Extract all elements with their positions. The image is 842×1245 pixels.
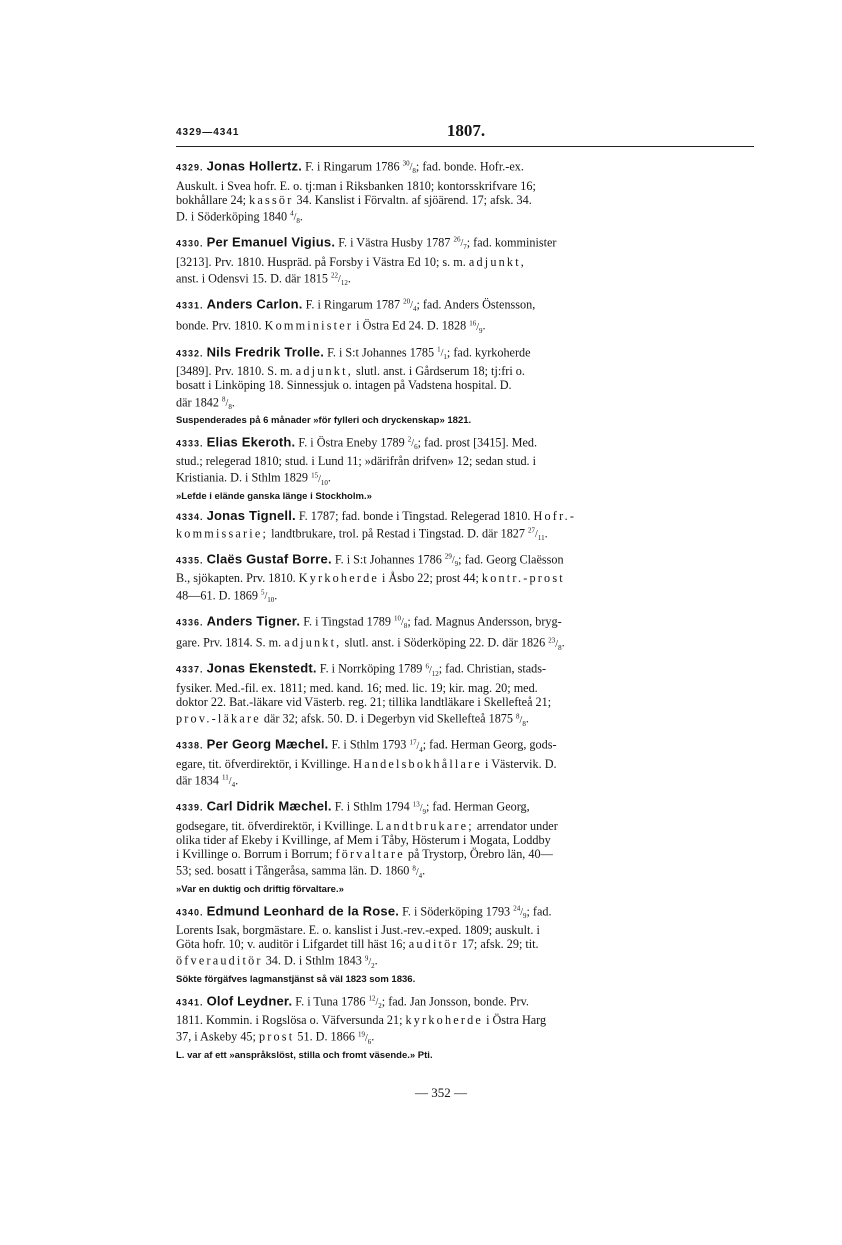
entry-text: anst. i Odensvi 15. D. där 1815 [176,271,332,286]
entry-text: ; fad. bonde. Hofr.-ex. [415,159,524,174]
person-name: Carl Didrik Mæchel. [206,798,332,814]
entry-note: »Lefde i elände ganska länge i Stockholm.» [176,490,372,502]
entry-line [176,179,754,193]
biography-entry [176,612,754,655]
entry-note: »Var en duktig och driftig förvaltare.» [176,883,344,895]
person-name: Per Emanuel Vigius. [206,234,336,250]
entry-text: doktor 22. Bat.-läkare vid Västerb. reg. 21; tillika landtläkare i Skellefteå 21; [176,695,552,710]
spaced-title: auditör [408,937,459,952]
person-name: Per Georg Mæchel. [206,736,329,752]
entry-note: Sökte förgäfves lagmanstjänst så väl 1823 som 1836. [176,974,416,985]
fraction-slash: / [293,212,297,224]
entry-line [176,937,754,951]
entry-text: . [482,318,486,333]
date-fraction [222,774,236,790]
fraction-day: 19 [357,1030,365,1039]
entry-text: bokhållare 24; [176,192,250,207]
fraction-slash: / [555,638,559,650]
entry-number: 4331. [176,300,204,311]
entry-text: godsegare, tit. öfverdirektör, i Kvillinge. [176,818,377,833]
spaced-title: Kyrkoherde [298,571,379,586]
biography-entry [176,433,754,504]
entry-text: . [299,209,303,224]
entry-text: . [422,863,426,878]
fraction-month: 8 [522,719,526,728]
entry-number: 4329. [176,162,204,173]
fraction-day: 2 [407,435,412,444]
entry-text: Göta hofr. 10; v. auditör i Lifgardet till häst 16; [176,937,409,952]
date-fraction [548,636,562,652]
entry-text: 51. D. 1866 [294,1029,358,1044]
date-fraction [412,800,426,816]
fraction-slash: / [410,300,413,312]
fraction-month: 9 [422,807,426,816]
fraction-slash: / [375,996,379,1008]
entry-text: . [235,773,239,788]
person-name: Anders Tigner. [206,613,301,629]
fraction-month: 8 [296,217,300,226]
fraction-month: 8 [228,402,232,411]
entry-line [176,233,754,255]
entry-text: i Östra Harg [483,1013,547,1028]
entry-text: landtbrukare, trol. på Restad i Tingstad. D. där 1827 [268,526,529,541]
entry-text: . [327,470,331,485]
entry-text: Lorents Isak, borgmästare. E. o. kanslist i Just.-rev.-exped. 1809; auskult. i [176,923,540,938]
entry-text: ; fad. prost [3415]. Med. [417,434,538,449]
fraction-month: 2 [378,1001,382,1010]
fraction-month: 11 [537,534,545,543]
entry-line [176,659,754,681]
fraction-day: 8 [222,395,226,404]
entry-text: . [371,1029,375,1044]
entry-line [176,393,754,415]
entry-text: 1811. Kommin. i Rogslösa o. Väfversunda 21; [176,1013,406,1028]
fraction-slash: / [368,956,372,968]
fraction-day: 20 [403,297,411,306]
entry-line [176,735,754,757]
entry-line [176,992,754,1014]
fraction-day: 24 [513,904,521,913]
spaced-title: prost [258,1029,295,1044]
entry-text: . [231,394,235,409]
entry-text: . [274,587,278,602]
entry-text: [3213]. Prv. 1810. Huspräd. på Forsby i Västra Ed 10; s. m. [176,254,469,269]
biography-entry [176,509,754,546]
date-fraction [290,209,300,226]
fraction-month: 4 [418,871,423,880]
fraction-day: 23 [548,636,556,645]
fraction-day: 11 [222,774,229,783]
entry-text: ; fad. Anders Östensson, [416,297,536,312]
date-fraction [407,435,418,451]
entry-text: . [525,711,529,726]
fraction-day: 9 [364,954,369,963]
entry-line [176,433,754,455]
page-year: 1807. [446,121,486,140]
entry-text: . [561,635,565,650]
biography-entry [176,735,754,792]
fraction-slash: / [428,664,432,676]
entry-line [176,847,754,861]
date-fraction [260,588,275,604]
biography-entry [176,157,754,228]
entry-line [176,269,754,291]
entry-line [176,1013,754,1027]
person-name: Jonas Hollertz. [206,158,303,174]
spaced-title: kontr.-prost [481,571,565,586]
spaced-title: öfverauditör [176,953,263,968]
fraction-month: 12 [340,279,348,288]
fraction-slash: / [476,321,480,333]
entry-number: 4333. [176,437,204,448]
entry-text: Auskult. i Svea hofr. E. o. tj:man i Riksbanken 1810; kontorsskrifvare 16; [176,178,536,193]
entry-text: F. i S:t Johannes 1785 [327,344,438,359]
entry-line [176,771,754,793]
entry-text: i Åsbo 22; prost 44; [379,571,482,586]
person-name: Jonas Ekenstedt. [206,660,317,676]
entry-text: slutl. anst. i Söderköping 22. D. där 1826 [341,635,549,650]
spaced-title: Landtbrukare; [376,818,474,833]
entry-text: arrendator under [473,818,558,833]
fraction-day: 4 [290,209,294,218]
fraction-slash: / [519,714,523,726]
entry-number: 4340. [176,906,204,917]
fraction-month: 10 [320,478,328,487]
entry-text: där 1842 [176,394,223,409]
entry-number: 4330. [176,238,204,249]
entry-line [176,509,754,524]
entry-note: L. var af ett »anspråkslöst, stilla och fromt väsende.» Pti. [176,1049,433,1061]
entry-text: i Östra Ed 24. D. 1828 [353,318,470,333]
date-fraction [409,738,423,754]
date-fraction [357,1030,372,1046]
entry-text: . [374,953,378,968]
date-fraction [222,395,232,411]
fraction-slash: / [225,397,229,409]
entry-text: ; fad. komminister [466,235,557,250]
biography-entry [176,902,754,987]
date-fraction [331,271,348,288]
spaced-title: prov.-läkare [176,711,261,726]
fraction-slash: / [318,473,321,485]
fraction-month: 1 [443,352,447,361]
fraction-day: 13 [412,800,420,809]
page-header [176,121,752,147]
biography-entry [176,233,754,290]
entry-number: 4332. [176,347,204,358]
entry-text: B., sjökapten. Prv. 1810. [176,571,299,586]
entry-text: slutl. anst. i Gårdserum 18; tj:fri o. [352,364,525,379]
entry-text: Kristiania. D. i Sthlm 1829 [176,470,312,485]
entry-number: 4336. [176,617,204,628]
entry-text: stud.; relegerad 1810; stud. i Lund 11; »därifrån drifven» 12; sedan stud. i [176,454,537,469]
entry-note: Suspenderades på 6 månader »för fylleri och dryckenskap» 1821. [176,415,472,427]
date-fraction [528,526,545,543]
spaced-title: kyrkoherde [405,1013,484,1028]
entry-text: 48—61. D. 1869 [176,587,261,602]
fraction-slash: / [401,617,404,629]
person-name: Claës Gustaf Borre. [206,551,332,567]
date-fraction [516,712,526,728]
entry-line [176,612,754,634]
biography-entry [176,295,754,338]
entry-text: ; fad. Georg Claësson [458,552,564,567]
entry-line [176,861,754,883]
entry-text: F. i Östra Eneby 1789 [298,434,408,449]
entry-text: bonde. Prv. 1810. [176,318,265,333]
fraction-day: 12 [368,994,376,1003]
entry-range: 4329—4341 [176,127,240,138]
entry-text: F. i Tingstad 1789 [303,614,395,629]
fraction-slash: / [451,555,455,567]
entry-text: i Kvillinge o. Borrum i Borrum; [176,847,336,862]
fraction-day: 27 [528,526,536,535]
entry-list [176,157,754,1067]
person-name: Edmund Leonhard de la Rose. [206,902,400,918]
fraction-day: 29 [444,552,452,561]
date-fraction [311,471,328,487]
fraction-day: 16 [469,319,477,328]
entry-line [176,695,754,709]
entry-text: [3489]. Prv. 1810. S. m. [176,364,296,379]
entry-line [176,157,754,179]
spaced-title: kassör [249,192,294,207]
fraction-month: 9 [454,560,459,569]
fraction-slash: / [415,866,419,878]
entry-text: F. i Sthlm 1793 [331,737,410,752]
person-name: Olof Leydner. [206,992,293,1008]
entry-text: 53; sed. bosatt i Tångeråsa, samma län. D. 1860 [176,863,413,878]
entry-text: . [347,271,351,286]
entry-line [176,951,754,973]
entry-text: bosatt i Linköping 18. Sinnessjuk o. intagen på Vadstena hospital. D. [176,378,512,393]
biography-entry [176,992,754,1063]
fraction-month: 6 [367,1037,372,1046]
entry-line [176,343,754,365]
entry-text: ; fad. kyrkoherde [446,344,531,359]
entry-text: F. i Ringarum 1786 [305,159,403,174]
entry-number: 4335. [176,555,204,566]
fraction-month: 12 [431,669,439,678]
fraction-month: 8 [403,622,408,631]
entry-line [176,681,754,695]
fraction-month: 6 [414,442,418,451]
biography-entry [176,659,754,730]
entry-text: egare, tit. öfverdirektör, i Kvillinge. [176,756,354,771]
entry-number: 4337. [176,664,204,675]
page-number: — 352 — [415,1085,467,1100]
entry-text: där 1834 [176,773,223,788]
fraction-slash: / [416,740,420,752]
header-rule [176,146,754,147]
entry-text: ; fad. Jan Jonsson, bonde. Prv. [381,993,529,1008]
fraction-month: 10 [267,595,275,604]
spaced-title: förvaltare [335,847,405,862]
date-fraction [444,552,459,569]
entry-text: 34. Kanslist i Förvaltn. af sjöärend. 17; afsk. 34. [293,192,532,207]
entry-text: F. 1787; fad. bonde i Tingstad. Relegerad 1810. [298,508,534,523]
entry-line [176,833,754,847]
entry-line [176,633,754,655]
entry-text: D. i Söderköping 1840 [176,209,291,224]
entry-number: 4339. [176,802,204,813]
date-fraction [394,614,408,631]
entry-text: fysiker. Med.-fil. ex. 1811; med. kand. 16; med. lic. 19; kir. mag. 20; med. [176,680,538,695]
fraction-slash: / [338,274,341,286]
fraction-day: 1 [437,345,441,354]
entry-text: ; fad. Herman Georg, gods- [422,737,557,752]
date-fraction [453,236,467,252]
entry-line [176,364,754,378]
entry-line [176,193,754,207]
entry-line [176,316,754,338]
date-fraction [368,994,382,1010]
entry-text: i Västervik. D. [481,756,557,771]
person-name: Elias Ekeroth. [206,433,296,449]
fraction-day: 22 [331,271,339,280]
fraction-month: 8 [558,643,562,652]
fraction-slash: / [364,1032,368,1044]
entry-text: ; fad. Herman Georg, [426,799,530,814]
biography-entry [176,550,754,607]
fraction-day: 30 [402,160,410,168]
fraction-day: 15 [311,471,319,480]
fraction-day: 6 [425,662,429,671]
spaced-title: Komminister [264,318,354,333]
spaced-title: Handelsbokhållare [353,756,482,771]
spaced-title: adjunkt, [295,364,353,379]
entry-line [176,207,754,229]
entry-line [176,1027,754,1049]
fraction-month: 7 [463,243,467,252]
entry-text: på Trystorp, Örebro län, 40— [404,847,553,862]
date-fraction [513,904,527,920]
fraction-month: 9 [479,326,483,335]
entry-text: ; fad. Christian, stads- [438,661,547,676]
fraction-slash: / [411,437,415,449]
entry-line [176,378,754,392]
date-fraction [364,954,375,970]
entry-line [176,923,754,937]
person-name: Anders Carlon. [206,296,303,312]
entry-text: . [544,526,548,541]
fraction-day: 5 [260,588,265,597]
fraction-month: 4 [412,305,417,314]
entry-line [176,797,754,819]
entry-text: olika tider af Ekeby i Kvillinge, af Mem i Tåby, Hösterum i Mogata, Loddby [176,833,551,847]
fraction-slash: / [228,776,232,788]
entry-line [176,819,754,833]
entry-text: F. i Västra Husby 1787 [338,235,454,250]
entry-text: 37, i Askeby 45; [176,1029,259,1044]
fraction-day: 17 [409,738,417,747]
fraction-slash: / [419,802,423,814]
fraction-day: 10 [394,614,402,623]
spaced-title: adjunkt, [284,635,342,650]
entry-text: där 32; afsk. 50. D. i Degerbyn vid Skellefteå 1875 [260,711,517,726]
fraction-month: 4 [419,745,423,754]
fraction-slash: / [409,162,413,174]
date-fraction [412,864,423,880]
entry-line [176,295,754,317]
fraction-day: 8 [412,864,416,873]
entry-line [176,709,754,731]
entry-line [176,454,754,468]
date-fraction [425,662,439,678]
date-fraction [437,345,447,361]
entry-text: 17; afsk. 29; tit. [458,937,539,952]
entry-text: ; fad. Magnus Andersson, bryg- [407,614,562,629]
person-name: Nils Fredrik Trolle. [206,343,325,359]
fraction-slash: / [264,590,268,602]
spaced-title: adjunkt, [468,254,527,269]
entry-line [176,571,754,585]
entry-line [176,757,754,771]
date-fraction [469,319,483,335]
fraction-slash: / [520,906,523,918]
entry-line [176,255,754,269]
spaced-title: kommissarie; [176,526,269,541]
fraction-month: 2 [371,961,375,970]
fraction-slash: / [460,238,464,250]
fraction-slash: / [440,347,444,359]
entry-text: F. i Söderköping 1793 [402,903,514,918]
entry-text: F. i S:t Johannes 1786 [334,552,445,567]
biography-entry [176,343,754,428]
fraction-slash: / [535,529,538,541]
date-fraction [402,160,416,176]
entry-number: 4334. [176,511,204,522]
entry-text: gare. Prv. 1814. S. m. [176,635,285,650]
date-fraction [403,297,417,314]
entry-line [176,468,754,490]
entry-text: F. i Ringarum 1787 [305,297,404,312]
entry-line [176,586,754,608]
person-name: Jonas Tignell. [206,508,296,523]
entry-text: F. i Norrköping 1789 [319,661,426,676]
fraction-day: 8 [516,712,520,721]
fraction-day: 26 [453,236,461,245]
entry-line [176,550,754,572]
entry-line [176,902,754,924]
fraction-month: 9 [522,911,527,920]
entry-number: 4338. [176,740,204,751]
entry-text: 34. D. i Sthlm 1843 [262,953,365,968]
biography-entry [176,797,754,897]
fraction-month: 8 [412,167,416,176]
spaced-title: Hofr.- [533,508,577,523]
entry-number: 4341. [176,996,204,1007]
fraction-month: 4 [231,781,236,790]
entry-text: F. i Tuna 1786 [295,993,369,1008]
entry-line [176,524,754,546]
entry-text: ; fad. [526,903,552,918]
entry-text: F. i Sthlm 1794 [334,799,413,814]
